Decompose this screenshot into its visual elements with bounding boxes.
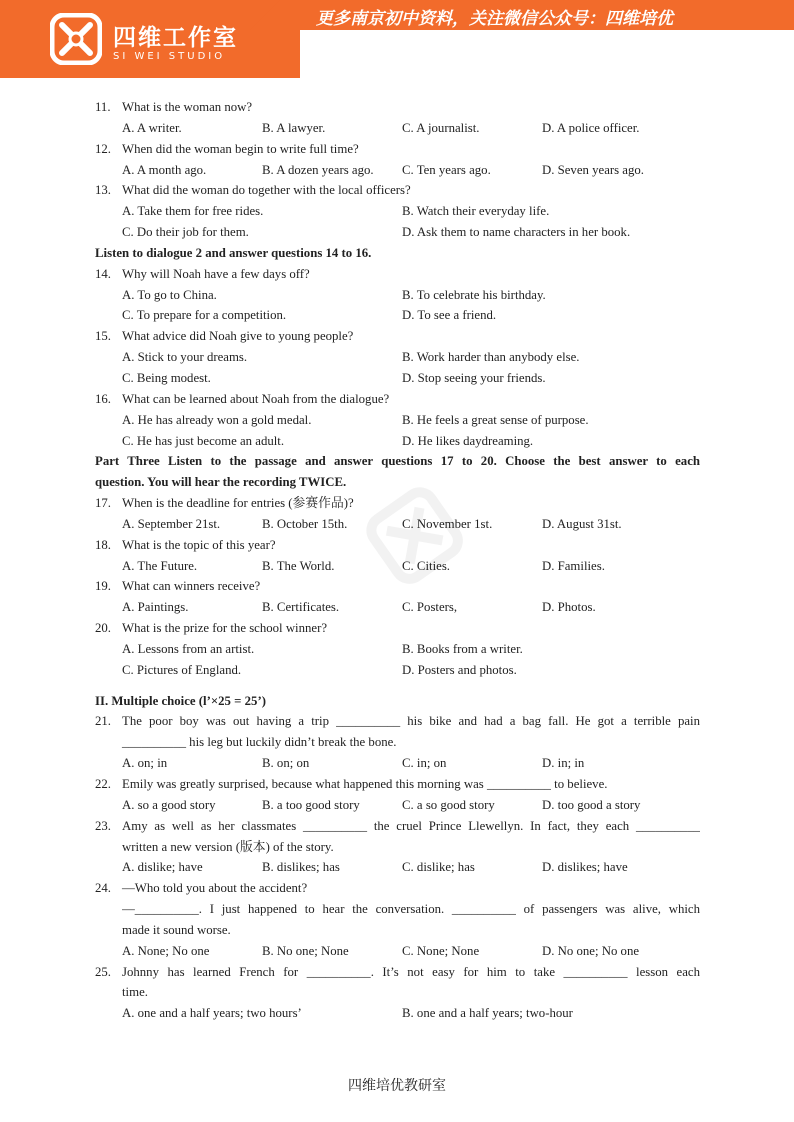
question-11	[95, 97, 700, 118]
option-b: B. Watch their everyday life.	[402, 204, 550, 219]
option-d: D. Seven years ago.	[542, 162, 644, 177]
question-text: When did the woman begin to write full time?	[122, 141, 359, 156]
question-text-line2: —__________. I just happened to hear the conversation. __________ of passengers was alive, which	[122, 902, 700, 917]
question-number: 18.	[95, 537, 111, 552]
question-15	[95, 326, 700, 347]
question-text-line1: Amy as well as her classmates __________ the cruel Prince Llewellyn. In fact, they each __________	[122, 818, 700, 833]
question-text-line1: Johnny has learned French for __________. It’s not easy for him to take __________ lesson each	[122, 964, 700, 979]
options-14-ab	[95, 285, 700, 306]
options-16-ab	[95, 410, 700, 431]
question-number: 11.	[95, 100, 111, 114]
option-b: B. A dozen years ago.	[262, 162, 374, 177]
options-22	[95, 795, 700, 816]
option-a: A. A month ago.	[122, 162, 207, 177]
question-number: 25.	[95, 964, 111, 979]
option-d: D. To see a friend.	[402, 308, 497, 323]
brand-subtitle: SI WEI STUDIO	[113, 51, 226, 62]
question-25-line2	[95, 982, 700, 1003]
question-number: 23.	[95, 818, 111, 833]
options-11	[95, 118, 700, 139]
question-16	[95, 389, 700, 410]
question-number: 14.	[95, 266, 111, 281]
option-b: B. dislikes; has	[262, 860, 340, 875]
option-b: B. The World.	[262, 558, 335, 573]
option-c: C. Being modest.	[122, 370, 211, 385]
option-d: D. Ask them to name characters in her book.	[402, 225, 631, 240]
question-text-line2: time.	[122, 985, 148, 1000]
question-number: 17.	[95, 496, 111, 511]
question-number: 15.	[95, 329, 111, 344]
question-18	[95, 535, 700, 556]
option-d: D. August 31st.	[542, 516, 622, 531]
option-d: D. dislikes; have	[542, 860, 628, 875]
option-c: C. Ten years ago.	[402, 162, 491, 177]
studio-logo-icon	[50, 13, 102, 65]
option-b: B. Certificates.	[262, 600, 340, 615]
option-c: C. None; None	[402, 943, 480, 958]
option-c: C. Pictures of England.	[122, 662, 242, 677]
question-21	[95, 711, 700, 732]
question-23-line2	[95, 837, 700, 858]
question-text-line1: The poor boy was out having a trip __________ his bike and had a bag fall. He got a terrible pain	[122, 714, 700, 729]
question-number: 19.	[95, 579, 111, 594]
question-text: What is the woman now?	[122, 100, 253, 114]
option-a: A. The Future.	[122, 558, 198, 573]
question-21-line2	[95, 732, 700, 753]
option-d: D. Families.	[542, 558, 605, 573]
option-c: C. He has just become an adult.	[122, 433, 285, 448]
part-three-instruction-line2: question. You will hear the recording TWICE.	[95, 475, 347, 490]
options-17	[95, 514, 700, 535]
question-24	[95, 878, 700, 899]
part-three-instruction-line1: Part Three Listen to the passage and answer questions 17 to 20. Choose the best answer to each	[95, 454, 700, 469]
question-text-line3: made it sound worse.	[122, 922, 231, 937]
option-a: A. A writer.	[122, 120, 182, 135]
option-a: A. To go to China.	[122, 287, 217, 302]
option-d: D. Photos.	[542, 600, 596, 615]
option-c: C. Posters,	[402, 600, 458, 615]
question-number: 21.	[95, 714, 111, 729]
question-12	[95, 139, 700, 160]
option-a: A. Stick to your dreams.	[122, 350, 248, 365]
option-b: B. He feels a great sense of purpose.	[402, 412, 589, 427]
options-16-cd	[95, 431, 700, 452]
option-b: B. A lawyer.	[262, 120, 326, 135]
option-c: C. dislike; has	[402, 860, 475, 875]
options-21	[95, 753, 700, 774]
options-20-ab	[95, 639, 700, 660]
question-text-line2: __________ his leg but luckily didn’t break the bone.	[122, 735, 397, 750]
option-a: A. on; in	[122, 756, 168, 771]
question-24-line2	[95, 899, 700, 920]
question-19	[95, 576, 700, 597]
option-c: C. November 1st.	[402, 516, 493, 531]
option-a: A. dislike; have	[122, 860, 203, 875]
section-2-heading: II. Multiple choice (l’×25 = 25’)	[95, 693, 266, 708]
question-text-line1: —Who told you about the accident?	[122, 881, 308, 896]
question-14	[95, 264, 700, 285]
option-c: C. a so good story	[402, 797, 495, 812]
question-number: 16.	[95, 391, 111, 406]
question-text: Emily was greatly surprised, because what happened this morning was __________ to believe.	[122, 777, 608, 791]
option-b: B. one and a half years; two-hour	[402, 1006, 573, 1021]
option-b: B. on; on	[262, 756, 310, 771]
question-13	[95, 180, 700, 201]
question-number: 13.	[95, 183, 111, 198]
question-text: When is the deadline for entries (参赛作品)?	[122, 496, 354, 511]
option-a: A. He has already won a gold medal.	[122, 412, 312, 427]
option-b: B. a too good story	[262, 797, 360, 812]
question-text: What can be learned about Noah from the dialogue?	[122, 391, 390, 406]
options-12	[95, 160, 700, 181]
options-24	[95, 941, 700, 962]
option-d: D. He likes daydreaming.	[402, 433, 534, 448]
options-18	[95, 556, 700, 577]
options-23	[95, 857, 700, 878]
option-b: B. No one; None	[262, 943, 349, 958]
option-a: A. Take them for free rides.	[122, 204, 264, 219]
options-13-cd	[95, 222, 700, 243]
dialogue-2-instruction: Listen to dialogue 2 and answer questions 14 to 16.	[95, 245, 372, 260]
option-c: C. in; on	[402, 756, 447, 771]
option-d: D. in; in	[542, 756, 585, 771]
options-15-ab	[95, 347, 700, 368]
question-text: What can winners receive?	[122, 579, 261, 594]
option-d: D. Stop seeing your friends.	[402, 370, 546, 385]
option-b: B. Work harder than anybody else.	[402, 350, 580, 365]
question-text: What advice did Noah give to young people?	[122, 329, 354, 344]
question-17	[95, 493, 700, 514]
option-c: C. A journalist.	[402, 120, 480, 135]
option-b: B. October 15th.	[262, 516, 348, 531]
question-text: What is the prize for the school winner?	[122, 621, 328, 636]
page-footer: 四维培优教研室	[348, 1078, 446, 1094]
header-slogan: 更多南京初中资料，关注微信公众号：四维培优	[316, 9, 673, 29]
options-14-cd	[95, 305, 700, 326]
option-a: A. None; No one	[122, 943, 210, 958]
option-b: B. Books from a writer.	[402, 641, 523, 656]
option-c: C. Do their job for them.	[122, 225, 249, 240]
question-24-line3	[95, 920, 700, 941]
option-d: D. A police officer.	[542, 120, 640, 135]
options-15-cd	[95, 368, 700, 389]
question-number: 24.	[95, 881, 111, 896]
options-25	[95, 1003, 700, 1024]
option-d: D. Posters and photos.	[402, 662, 517, 677]
question-text: Why will Noah have a few days off?	[122, 266, 310, 281]
option-d: D. No one; No one	[542, 943, 640, 958]
question-22	[95, 774, 700, 795]
option-a: A. so a good story	[122, 797, 216, 812]
exam-content	[95, 97, 700, 1024]
question-20	[95, 618, 700, 639]
question-23	[95, 816, 700, 837]
question-number: 12.	[95, 141, 111, 156]
question-number: 20.	[95, 621, 111, 636]
options-13-ab	[95, 201, 700, 222]
option-a: A. Paintings.	[122, 600, 189, 615]
option-b: B. To celebrate his birthday.	[402, 287, 546, 302]
question-text-line2: written a new version (版本) of the story.	[122, 839, 334, 854]
brand-name: 四维工作室	[113, 25, 238, 51]
question-25	[95, 962, 700, 983]
question-text: What did the woman do together with the local officers?	[122, 183, 411, 198]
question-text: What is the topic of this year?	[122, 537, 276, 552]
option-d: D. too good a story	[542, 797, 641, 812]
option-c: C. Cities.	[402, 558, 450, 573]
options-19	[95, 597, 700, 618]
question-number: 22.	[95, 777, 111, 791]
option-a: A. September 21st.	[122, 516, 221, 531]
page-header	[0, 0, 794, 78]
option-a: A. one and a half years; two hours’	[122, 1006, 302, 1021]
option-a: A. Lessons from an artist.	[122, 641, 255, 656]
options-20-cd	[95, 660, 700, 681]
option-c: C. To prepare for a competition.	[122, 308, 287, 323]
